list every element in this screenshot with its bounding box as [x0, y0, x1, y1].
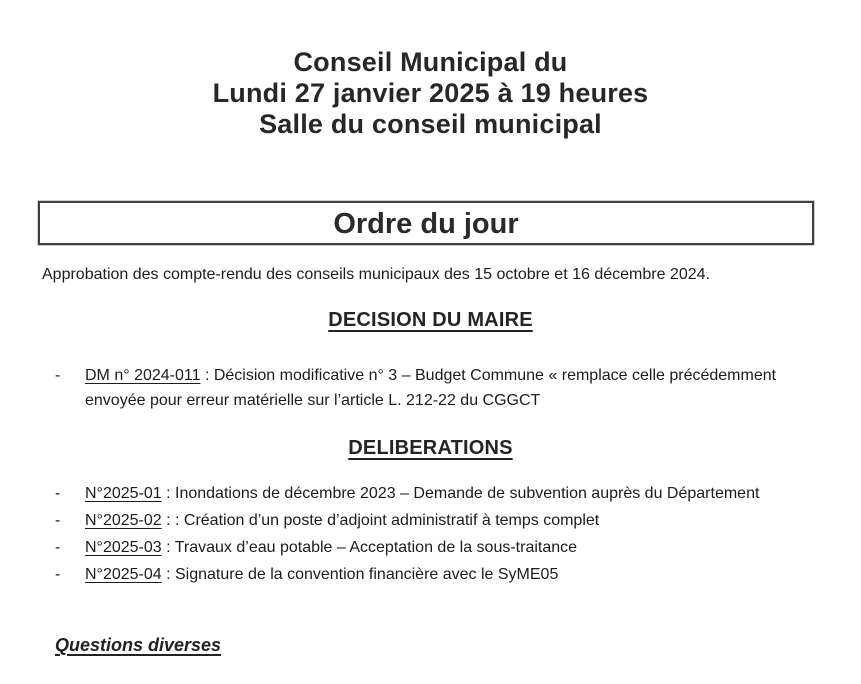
bullet-dash: - — [55, 512, 61, 529]
approbation-paragraph: Approbation des compte-rendu des conseils municipaux des 15 octobre et 16 décembre 2024. — [42, 266, 710, 283]
agenda-box-title: Ordre du jour — [333, 208, 519, 240]
list-item-text — [85, 480, 821, 507]
item-description: : Inondations de décembre 2023 – Demande de subvention auprès du Département — [161, 485, 760, 502]
item-description: : Décision modificative n° 3 – Budget Commune « remplace celle précédemment envoyée pour erreur matérielle sur l’article L. 212-22 du CGGCT — [85, 367, 777, 409]
list-item-2025-04 — [55, 561, 821, 588]
list-item-dm-2024-011 — [55, 363, 821, 413]
title-line-3: Salle du conseil municipal — [259, 109, 602, 139]
questions-diverses-heading: Questions diverses — [55, 635, 222, 655]
title-line-2: Lundi 27 janvier 2025 à 19 heures — [212, 78, 649, 108]
section-heading-deliberations: DELIBERATIONS — [348, 437, 513, 459]
item-description: : : Création d’un poste d’adjoint administratif à temps complet — [161, 512, 600, 529]
section-heading-decision-du-maire: DECISION DU MAIRE — [328, 309, 533, 331]
bullet-dash: - — [55, 367, 61, 384]
item-description: : Travaux d’eau potable – Acceptation de la sous-traitance — [161, 539, 578, 556]
item-reference: N°2025-03 — [85, 539, 162, 556]
item-reference: N°2025-01 — [85, 485, 162, 502]
list-item-2025-02 — [55, 507, 821, 534]
list-item-text — [85, 363, 821, 413]
title-line-1: Conseil Municipal du — [293, 47, 568, 77]
item-description: : Signature de la convention financière avec le SyME05 — [161, 566, 559, 583]
bullet-dash: - — [55, 566, 61, 583]
list-item-2025-01 — [55, 480, 821, 507]
bullet-dash: - — [55, 539, 61, 556]
deliberations-item-list — [0, 480, 861, 588]
document-title-block — [0, 0, 861, 140]
decision-item-list — [0, 363, 861, 413]
item-reference: N°2025-02 — [85, 512, 162, 529]
list-item-text — [85, 507, 821, 534]
list-item-2025-03 — [55, 534, 821, 561]
item-reference: N°2025-04 — [85, 566, 162, 583]
list-item-text — [85, 561, 821, 588]
list-item-text — [85, 534, 821, 561]
item-reference: DM n° 2024-011 — [85, 367, 201, 384]
bullet-dash: - — [55, 485, 61, 502]
agenda-title-box — [38, 201, 814, 245]
